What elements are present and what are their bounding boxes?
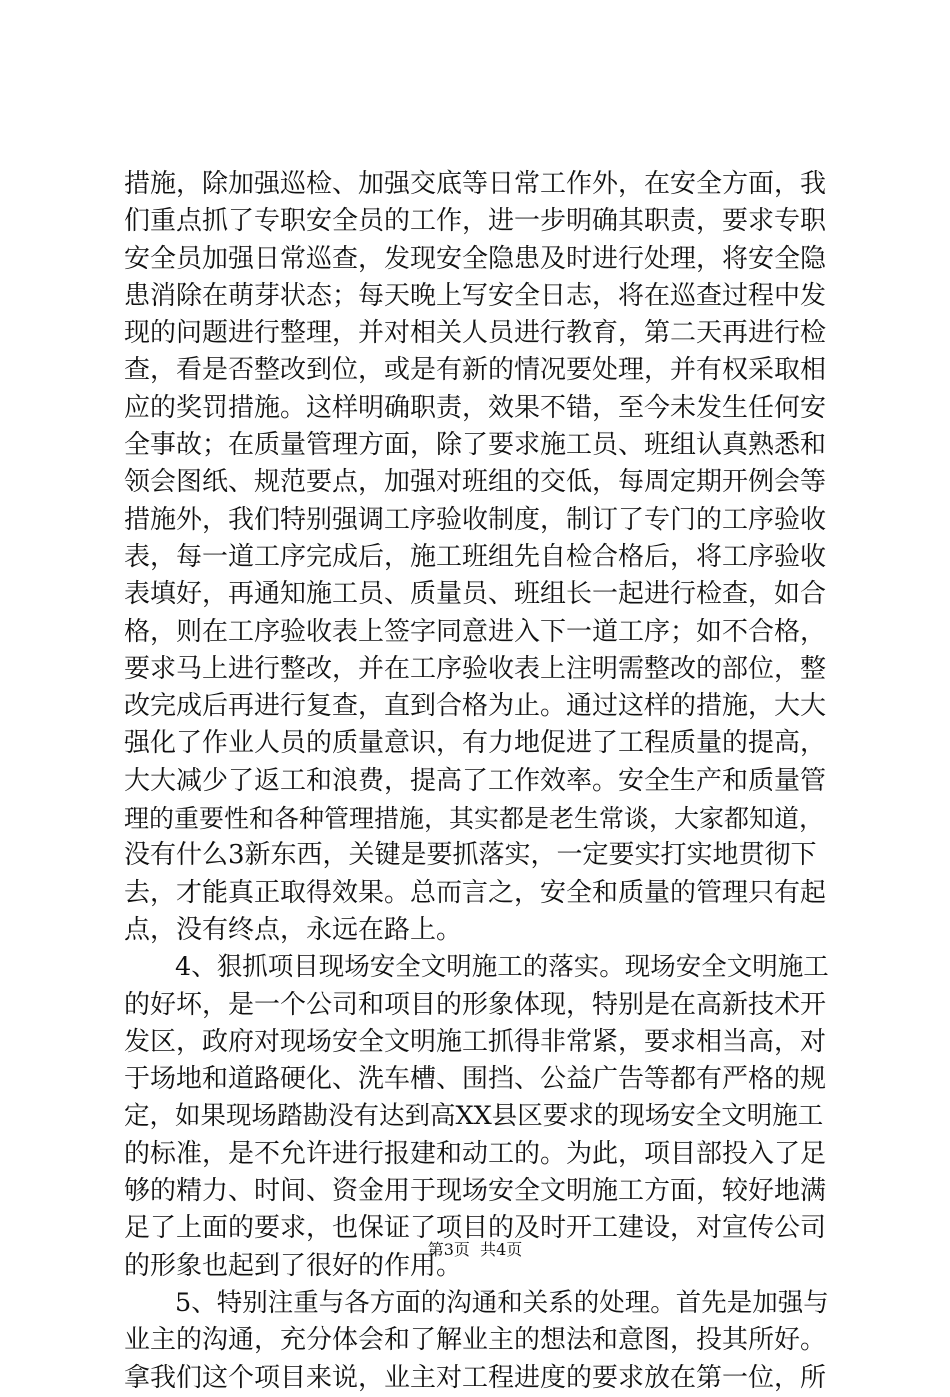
text-line: 4、狠抓项目现场安全文明施工的落实。现场安全文明施工 (124, 952, 829, 983)
text-line: 全事故；在质量管理方面，除了要求施工员、班组认真熟悉和 (124, 430, 827, 461)
text-line: 应的奖罚措施。这样明确职责，效果不错，至今未发生任何安 (124, 392, 827, 423)
text-line: 大大减少了返工和浪费，提高了工作效率。安全生产和质量管 (124, 765, 827, 796)
text-line: 表填好，再通知施工员、质量员、班组长一起进行检查，如合 (124, 579, 827, 610)
text-line: 格，则在工序验收表上签字同意进入下一道工序；如不合格， (124, 616, 827, 647)
text-line: 足了上面的要求，也保证了项目的及时开工建设，对宣传公司 (124, 1213, 827, 1244)
text-line: 领会图纸、规范要点，加强对班组的交低，每周定期开例会等 (124, 467, 827, 498)
text-line: 够的精力、时间、资金用于现场安全文明施工方面，较好地满 (124, 1176, 827, 1207)
text-line: 患消除在萌芽状态；每天晚上写安全日志，将在巡查过程中发 (124, 280, 827, 311)
page-footer: 第3页 共4页 (427, 1240, 523, 1259)
text-line: 定，如果现场踏勘没有达到高XX县区要求的现场安全文明施工 (124, 1101, 824, 1132)
text-line: 拿我们这个项目来说，业主对工程进度的要求放在第一位，所 (124, 1362, 827, 1393)
text-line: 于场地和道路硬化、洗车槽、围挡、公益广告等都有严格的规 (124, 1064, 827, 1095)
text-line: 查，看是否整改到位，或是有新的情况要处理，并有权采取相 (124, 355, 827, 386)
text-line: 要求马上进行整改，并在工序验收表上注明需整改的部位，整 (124, 653, 827, 684)
text-line: 业主的沟通，充分体会和了解业主的想法和意图，投其所好。 (124, 1325, 827, 1356)
text-line: 改完成后再进行复查，直到合格为止。通过这样的措施，大大 (124, 691, 827, 722)
text-line: 现的问题进行整理，并对相关人员进行教育，第二天再进行检 (124, 318, 827, 349)
text-line: 理的重要性和各种管理措施，其实都是老生常谈，大家都知道， (124, 804, 825, 834)
text-line: 没有什么3新东西，关键是要抓落实，一定要实打实地贯彻下 (124, 840, 817, 871)
text-line: 去，才能真正取得效果。总而言之，安全和质量的管理只有起 (124, 877, 827, 908)
text-line: 强化了作业人员的质量意识，有力地促进了工程质量的提高， (124, 728, 827, 759)
text-line: 表，每一道工序完成后，施工班组先自检合格后，将工序验收 (124, 541, 827, 572)
text-line: 的标准，是不允许进行报建和动工的。为此，项目部投入了足 (124, 1138, 827, 1169)
text-line: 措施外，我们特别强调工序验收制度，制订了专门的工序验收 (124, 504, 827, 535)
body-text (124, 166, 830, 1397)
text-line: 措施，除加强巡检、加强交底等日常工作外，在安全方面，我 (124, 169, 827, 199)
text-line: 的好坏，是一个公司和项目的形象体现，特别是在高新技术开 (124, 989, 827, 1020)
text-line: 的形象也起到了很好的作用。 (124, 1250, 463, 1281)
text-line: 安全员加强日常巡查，发现安全隐患及时进行处理，将安全隐 (124, 243, 827, 274)
text-line: 点，没有终点，永远在路上。 (124, 914, 463, 945)
text-line: 5、特别注重与各方面的沟通和关系的处理。首先是加强与 (124, 1287, 829, 1318)
text-line: 发区，政府对现场安全文明施工抓得非常紧，要求相当高，对 (124, 1026, 827, 1057)
text-line: 们重点抓了专职安全员的工作，进一步明确其职责，要求专职 (124, 206, 827, 237)
